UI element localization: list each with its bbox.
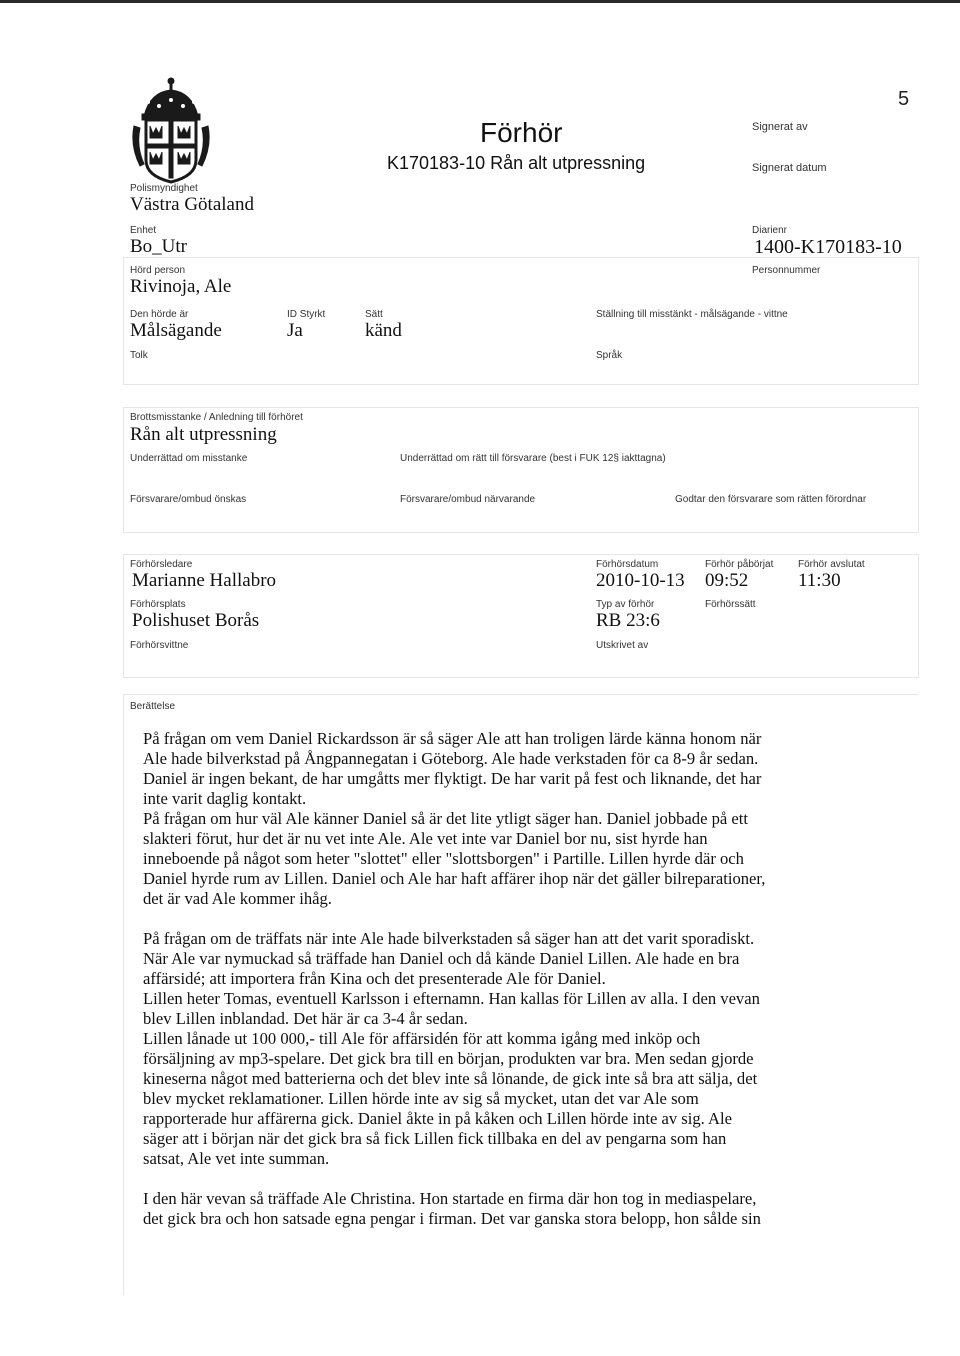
forhorssatt-label: Förhörssätt bbox=[705, 599, 756, 610]
forhorsplats-label: Förhörsplats bbox=[130, 599, 186, 610]
story-line: kineserna något med batterierna och det blev inte så lönande, de gick inte så bra att sälja, det bbox=[143, 1069, 758, 1088]
den-horde-ar-value: Målsägande bbox=[130, 320, 222, 341]
diarienr-value: 1400-K170183-10 bbox=[754, 236, 902, 258]
story-line: Daniel är ingen bekant, de har umgåtts mer flyktigt. De har varit på fest och liknande, det har bbox=[143, 769, 762, 788]
story-line: inneboende på något som heter "slottet" eller "slottsborgen" i Partille. Lillen hyrde där och bbox=[143, 849, 744, 868]
typ-av-forhor-label: Typ av förhör bbox=[596, 599, 655, 610]
forhorsledare-label: Förhörsledare bbox=[130, 559, 193, 570]
sprak-label: Språk bbox=[596, 350, 623, 361]
story-line: försäljning av mp3-spelare. Det gick bra till en början, produkten var bra. Men sedan gjorde bbox=[143, 1049, 754, 1068]
forhorsplats-value: Polishuset Borås bbox=[132, 610, 260, 631]
satt-value: känd bbox=[365, 320, 402, 341]
typ-av-forhor-value: RB 23:6 bbox=[596, 610, 660, 631]
story-line: det gick bra och hon satsade egna pengar i firman. Det var ganska stora belopp, hon sålde sin bbox=[143, 1209, 761, 1228]
story-line: satsat, Ale vet inte summan. bbox=[143, 1149, 330, 1168]
polismyndighet-label: Polismyndighet bbox=[130, 183, 198, 194]
forhorsvittne-label: Förhörsvittne bbox=[130, 640, 189, 651]
story-line: det är vad Ale kommer ihåg. bbox=[143, 889, 332, 908]
story-line: säger att i början när det gick bra så fick Lillen fick tillbaka en del av pengarna som han bbox=[143, 1129, 727, 1148]
story-line: rapporterade hur affärerna gick. Daniel åkte in på kåken och Lillen hörde inte av sig. Ale bbox=[143, 1109, 732, 1128]
story-line: På frågan om vem Daniel Rickardsson är så säger Ale att han troligen lärde känna honom när bbox=[143, 729, 762, 748]
satt-label: Sätt bbox=[365, 309, 383, 320]
forhorsledare-value: Marianne Hallabro bbox=[132, 570, 277, 591]
story-line: I den här vevan så träffade Ale Christina. Hon startade en firma där hon tog in mediaspelare, bbox=[143, 1189, 757, 1208]
enhet-label: Enhet bbox=[130, 225, 157, 236]
forhorsdatum-value: 2010-10-13 bbox=[596, 570, 685, 591]
berattelse-label: Berättelse bbox=[130, 701, 176, 712]
header-fields-frame bbox=[123, 257, 919, 385]
story-paragraph bbox=[143, 729, 843, 909]
story-line: På frågan om de träffats när inte Ale hade bilverkstaden så säger han att det varit sporadiskt. bbox=[143, 929, 755, 948]
hord-person-value: Rivinoja, Ale bbox=[130, 276, 232, 297]
crown-three-crowns-icon bbox=[130, 76, 212, 184]
diarienr-label: Diarienr bbox=[752, 225, 788, 236]
page-number: 5 bbox=[898, 88, 910, 110]
forhorsdatum-label: Förhörsdatum bbox=[596, 559, 659, 570]
story-line: När Ale var nymuckad så träffade han Daniel och då kände Daniel Lillen. Ale hade en bra bbox=[143, 949, 740, 968]
story-line: Ale hade bilverkstad på Ångpannegatan i Göteborg. Ale hade verkstaden för ca 8-9 år sedan. bbox=[143, 749, 759, 768]
document-subtitle: K170183-10 Rån alt utpressning bbox=[387, 153, 646, 173]
godtar-label: Godtar den försvarare som rätten förordnar bbox=[675, 494, 867, 505]
berattelse-text bbox=[143, 729, 843, 1249]
story-line: På frågan om hur väl Ale känner Daniel så är det lite ytligt säger han. Daniel jobbade på ett bbox=[143, 809, 748, 828]
story-paragraph bbox=[143, 1189, 843, 1229]
paborjat-value: 09:52 bbox=[705, 570, 749, 591]
id-styrkt-label: ID Styrkt bbox=[287, 309, 326, 320]
stallning-label: Ställning till misstänkt - målsägande - vittne bbox=[596, 309, 788, 320]
top-border-line bbox=[0, 0, 960, 3]
story-line: Lillen heter Tomas, eventuell Karlsson i efternamn. Han kallas för Lillen av alla. I den vevan bbox=[143, 989, 760, 1008]
story-line: Daniel hyrde rum av Lillen. Daniel och Ale har haft affärer ihop när det gäller bilreparationer, bbox=[143, 869, 766, 888]
personnummer-label: Personnummer bbox=[752, 265, 821, 276]
document-title: Förhör bbox=[480, 117, 563, 148]
story-line: blev mycket reklamationer. Lillen hörde inte av sig så mycket, utan det var Ale som bbox=[143, 1089, 699, 1108]
signed-date-label: Signerat datum bbox=[752, 162, 827, 174]
underrattad-forsvarare-label: Underrättad om rätt till försvarare (best i FUK 12§ iakttagna) bbox=[400, 453, 666, 464]
den-horde-ar-label: Den hörde är bbox=[130, 309, 189, 320]
story-line: slakteri förut, hur det är nu vet inte Ale. Ale vet inte var Daniel bor nu, sist hyrde han bbox=[143, 829, 708, 848]
underrattad-misstanke-label: Underrättad om misstanke bbox=[130, 453, 248, 464]
story-line: Lillen lånade ut 100 000,- till Ale för affärsidén för att komma igång med inköp och bbox=[143, 1029, 701, 1048]
hord-person-label: Hörd person bbox=[130, 265, 186, 276]
story-line: affärsidé; att importera från Kina och det presenterade Ale för Daniel. bbox=[143, 969, 606, 988]
paborjat-label: Förhör påbörjat bbox=[705, 559, 774, 570]
story-line: inte varit daglig kontakt. bbox=[143, 789, 307, 808]
signed-by-label: Signerat av bbox=[752, 121, 808, 133]
enhet-value: Bo_Utr bbox=[130, 236, 187, 257]
forsvarare-onskas-label: Försvarare/ombud önskas bbox=[130, 494, 247, 505]
avslutat-label: Förhör avslutat bbox=[798, 559, 865, 570]
forsvarare-narvarande-label: Försvarare/ombud närvarande bbox=[400, 494, 536, 505]
brottsmisstanke-value: Rån alt utpressning bbox=[130, 424, 277, 445]
avslutat-value: 11:30 bbox=[798, 570, 841, 591]
story-paragraph bbox=[143, 929, 843, 1169]
brottsmisstanke-label: Brottsmisstanke / Anledning till förhöret bbox=[130, 412, 303, 423]
id-styrkt-value: Ja bbox=[287, 320, 303, 341]
tolk-label: Tolk bbox=[130, 350, 148, 361]
story-line: blev Lillen inblandad. Det här är ca 3-4 år sedan. bbox=[143, 1009, 468, 1028]
polismyndighet-value: Västra Götaland bbox=[130, 194, 254, 215]
utskrivet-av-label: Utskrivet av bbox=[596, 640, 649, 651]
